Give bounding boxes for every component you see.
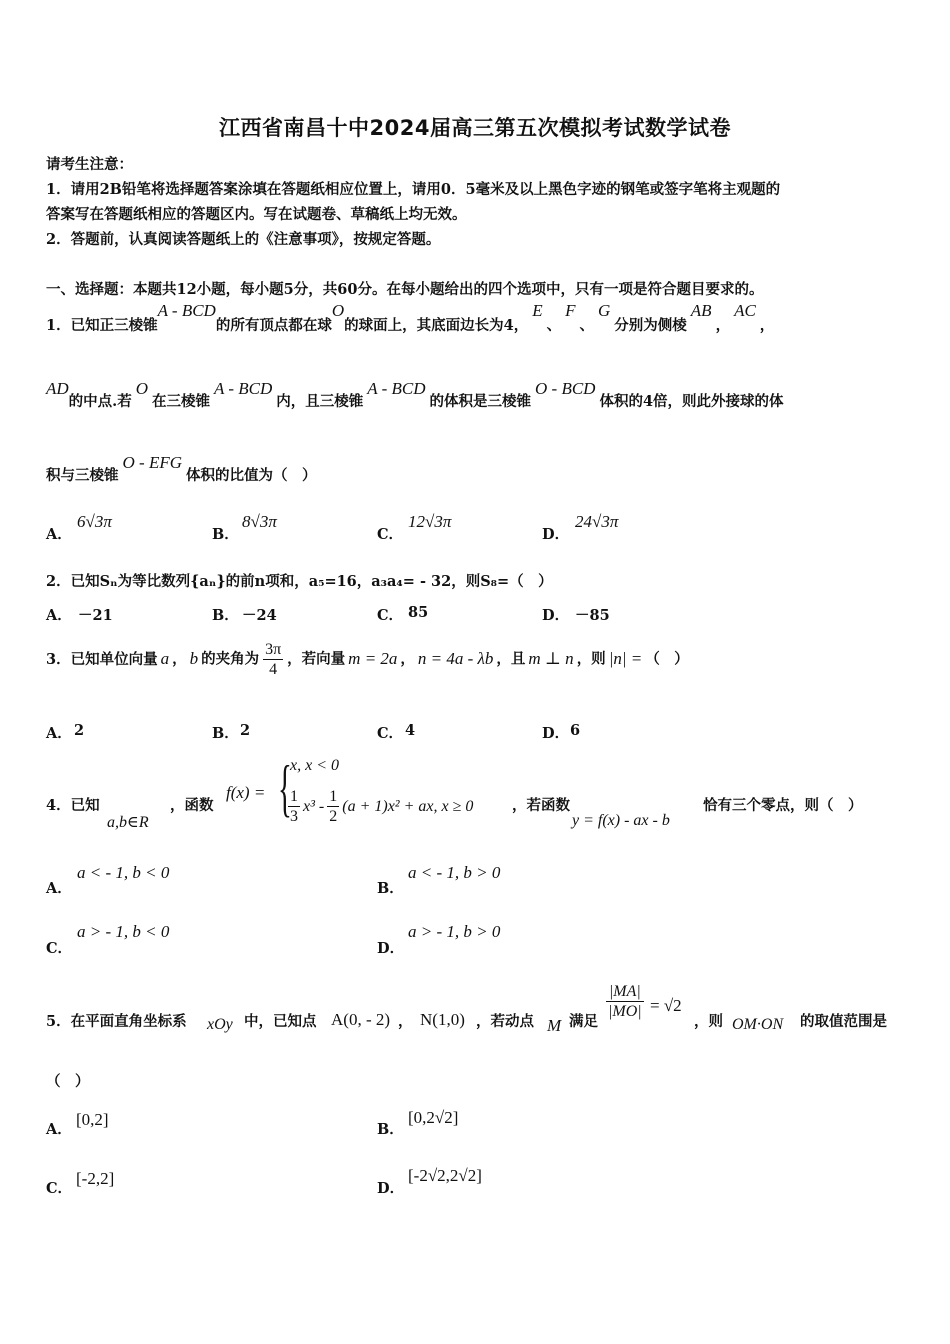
q3-option-a-label: A． bbox=[46, 725, 72, 742]
q1-option-a-value: 6√3π bbox=[77, 512, 112, 531]
q4-option-a-value: a < - 1, b < 0 bbox=[77, 863, 170, 882]
q4-function-name: f(x) = bbox=[226, 783, 266, 802]
q4-option-b-value: a < - 1, b > 0 bbox=[408, 863, 501, 882]
q1-option-b-value: 8√3π bbox=[242, 512, 277, 531]
q1-option-d-value: 24√3π bbox=[575, 512, 619, 531]
q3-text: ，且 bbox=[496, 650, 526, 668]
q3-math: a bbox=[160, 648, 170, 668]
q3-option-c-value: 4 bbox=[405, 722, 416, 739]
q3-option-a-value: 2 bbox=[74, 722, 85, 739]
q5-text: 的取值范围是 bbox=[800, 1013, 887, 1030]
q5-option-b-label: B． bbox=[377, 1121, 404, 1138]
q3-option-d-value: 6 bbox=[570, 722, 581, 739]
q1-sep: ， bbox=[759, 317, 775, 334]
q3-math: n = 4a - λb bbox=[417, 648, 494, 668]
q1-option-c-value: 12√3π bbox=[408, 512, 452, 531]
q3-text: 3．已知单位向量 bbox=[46, 650, 158, 668]
notice-item-1b: 答案写在答题纸相应的答题区内。写在试题卷、草稿纸上均无效。 bbox=[46, 206, 467, 223]
q5-point-n: N(1,0) bbox=[420, 1010, 465, 1029]
q4-fraction-2-num: 1 bbox=[329, 788, 338, 805]
q4-option-b-label: B． bbox=[377, 880, 404, 897]
q4-case-1: x, x < 0 bbox=[290, 757, 339, 774]
notice-item-1a: 1．请用2B铅笔将选择题答案涂填在答题纸相应位置上，请用0．5毫米及以上黑色字迹的钢笔或签字笔将主观题的 bbox=[46, 181, 781, 198]
q3-text: 的夹角为 bbox=[201, 650, 260, 668]
q1-math: O bbox=[135, 379, 149, 398]
section-heading: 一、选择题：本题共12小题，每小题5分，共60分。在每小题给出的四个选项中，只有一项是符合题目要求的。 bbox=[46, 281, 764, 298]
q5-text: ，若动点 bbox=[476, 1013, 534, 1030]
q3-angle-fraction bbox=[263, 640, 283, 679]
q1-math: A - BCD bbox=[214, 379, 273, 398]
q3-math: b bbox=[189, 648, 199, 668]
q4-fraction-1 bbox=[288, 787, 300, 826]
q3-text: ，则 bbox=[576, 650, 606, 668]
q3-fraction-numerator: 3π bbox=[265, 641, 282, 658]
q1-text: 体积的比值为（ ） bbox=[185, 467, 317, 484]
q1-sep: 、 bbox=[579, 317, 594, 334]
q4-case-2-term: x³ - bbox=[303, 798, 325, 815]
q2-option-a-label: A． bbox=[46, 607, 72, 624]
q5-option-a-value: [0,2] bbox=[76, 1110, 109, 1129]
question-1-line-1 bbox=[46, 300, 775, 334]
question-1-line-2 bbox=[46, 378, 784, 410]
q1-option-d-label: D． bbox=[542, 526, 570, 543]
q4-text: 恰有三个零点，则（ ） bbox=[703, 797, 863, 814]
q3-fraction-denominator: 4 bbox=[269, 661, 278, 678]
q1-text: 体积的4倍，则此外接球的体 bbox=[599, 393, 784, 410]
q1-math: O - EFG bbox=[122, 453, 182, 472]
q5-bracket: （ ） bbox=[46, 1073, 90, 1090]
q5-ratio-fraction bbox=[606, 982, 644, 1021]
q1-math: A - BCD bbox=[367, 379, 426, 398]
q4-option-c-value: a > - 1, b < 0 bbox=[77, 922, 170, 941]
page-title: 江西省南昌十中2024届高三第五次模拟考试数学试卷 bbox=[219, 116, 731, 140]
q5-text: 中，已知点 bbox=[244, 1013, 317, 1030]
q4-fraction-1-den: 3 bbox=[290, 808, 298, 825]
q2-option-c-label: C． bbox=[377, 607, 404, 624]
q5-option-d-value: [-2√2,2√2] bbox=[408, 1166, 482, 1185]
q2-option-c-value: 85 bbox=[408, 604, 429, 621]
q4-fraction-2-den: 2 bbox=[329, 808, 338, 825]
q1-option-b-label: B． bbox=[212, 526, 239, 543]
q1-math: AC bbox=[734, 301, 756, 320]
q1-text: 内，且三棱锥 bbox=[276, 393, 364, 410]
q3-math: m ⊥ n bbox=[528, 648, 574, 668]
q1-text: 分别为侧棱 bbox=[614, 317, 687, 334]
q5-intro: 5．在平面直角坐标系 bbox=[46, 1013, 187, 1030]
q1-math: A - BCD bbox=[157, 301, 216, 320]
q3-option-c-label: C． bbox=[377, 725, 404, 742]
q4-intro: 4．已知 bbox=[46, 797, 100, 814]
notice-heading: 请考生注意： bbox=[46, 156, 133, 173]
question-1-line-3 bbox=[46, 452, 317, 484]
q1-sep: 、 bbox=[546, 317, 562, 334]
q1-text: 1．已知正三棱锥 bbox=[46, 317, 158, 334]
q1-math: O bbox=[331, 301, 345, 320]
q5-ratio-num: |MA| bbox=[606, 982, 644, 1002]
question-2: 2．已知Sₙ为等比数列{aₙ}的前n项和，a₅=16，a₃a₄= - 32，则S₈=（ ） bbox=[46, 573, 553, 590]
q1-math: F bbox=[565, 301, 576, 320]
q5-sep: ， bbox=[398, 1013, 413, 1030]
q5-text: ，则 bbox=[694, 1013, 723, 1030]
q2-option-b-label: B． bbox=[212, 607, 239, 624]
q4-function-label: ，函数 bbox=[170, 797, 214, 814]
question-3 bbox=[46, 640, 689, 679]
q3-sep: ， bbox=[172, 650, 187, 668]
q1-text: 的球面上，其底面边长为4， bbox=[344, 317, 529, 334]
q1-text: 的体积是三棱锥 bbox=[429, 393, 532, 410]
q4-case-2-rest: (a + 1)x² + ax, x ≥ 0 bbox=[342, 798, 474, 815]
q4-option-d-value: a > - 1, b > 0 bbox=[408, 922, 501, 941]
q1-option-c-label: C． bbox=[377, 526, 404, 543]
q1-text: 积与三棱锥 bbox=[46, 467, 119, 484]
q5-coordinate-system: xOy bbox=[207, 1016, 233, 1033]
q1-math: AD bbox=[46, 379, 69, 398]
q5-ratio-den: |MO| bbox=[608, 1003, 642, 1020]
q5-ratio bbox=[606, 982, 644, 1021]
q3-sep: ， bbox=[400, 650, 415, 668]
q4-text: ，若函数 bbox=[512, 797, 570, 814]
q5-option-c-value: [-2,2] bbox=[76, 1169, 115, 1188]
notice-item-2: 2．答题前，认真阅读答题纸上的《注意事项》，按规定答题。 bbox=[46, 231, 441, 248]
q4-option-a-label: A． bbox=[46, 880, 72, 897]
q4-piecewise-brace: { bbox=[278, 752, 292, 823]
q3-text: ，若向量 bbox=[287, 650, 346, 668]
q1-text: 的所有顶点都在球 bbox=[215, 317, 332, 334]
q4-case-2 bbox=[288, 787, 473, 826]
q2-option-d-label: D． bbox=[542, 607, 570, 624]
q5-option-c-label: C． bbox=[46, 1180, 73, 1197]
q3-option-d-label: D． bbox=[542, 725, 570, 742]
q1-math: G bbox=[598, 301, 611, 320]
q4-fraction-2 bbox=[327, 787, 339, 826]
q1-math: AB bbox=[690, 301, 712, 320]
q2-option-a-value: －21 bbox=[78, 607, 113, 624]
q5-dot-product: OM·ON bbox=[732, 1016, 784, 1033]
q4-option-d-label: D． bbox=[377, 940, 405, 957]
q2-option-d-value: －85 bbox=[575, 607, 610, 624]
q4-math: y = f(x) - ax - b bbox=[572, 812, 670, 829]
q1-math: E bbox=[532, 301, 543, 320]
q5-option-d-label: D． bbox=[377, 1180, 405, 1197]
q5-text: 满足 bbox=[569, 1013, 598, 1030]
q1-option-a-label: A． bbox=[46, 526, 72, 543]
q2-option-b-value: －24 bbox=[242, 607, 277, 624]
q5-ratio-value: = √2 bbox=[650, 996, 682, 1015]
q3-text: （ ） bbox=[645, 650, 689, 668]
q5-point-m: M bbox=[547, 1016, 562, 1035]
q1-text: 在三棱锥 bbox=[152, 393, 211, 410]
q5-option-a-label: A． bbox=[46, 1121, 72, 1138]
q1-text: 的中点.若 bbox=[68, 393, 132, 410]
q5-point-a: A(0, - 2) bbox=[331, 1010, 391, 1029]
q3-option-b-label: B． bbox=[212, 725, 239, 742]
q3-math: |n| = bbox=[608, 648, 643, 668]
q1-math: O - BCD bbox=[535, 379, 596, 398]
q3-option-b-value: 2 bbox=[240, 722, 251, 739]
q4-option-c-label: C． bbox=[46, 940, 73, 957]
q3-math: m = 2a bbox=[348, 648, 398, 668]
q4-param-domain: a,b∈R bbox=[107, 814, 149, 831]
q1-sep: ， bbox=[715, 317, 731, 334]
q4-fraction-1-num: 1 bbox=[290, 788, 298, 805]
q5-option-b-value: [0,2√2] bbox=[408, 1108, 459, 1127]
